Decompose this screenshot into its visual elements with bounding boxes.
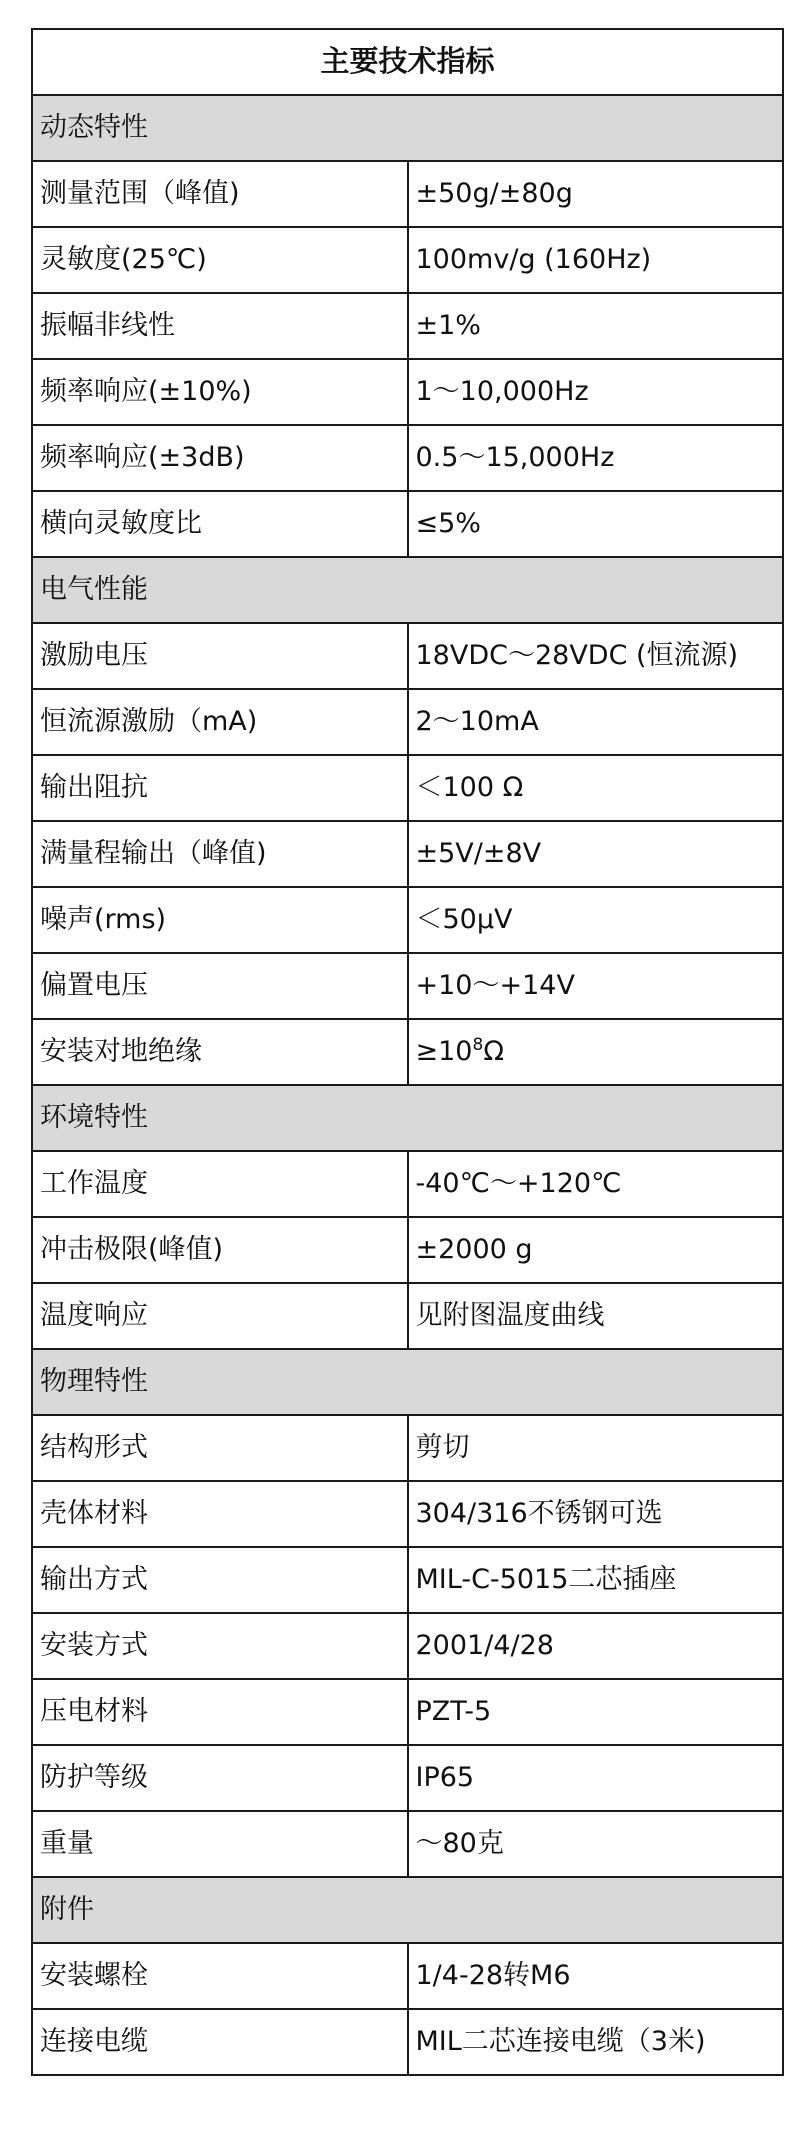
table-row xyxy=(32,953,783,1019)
spec-label: 输出方式 xyxy=(32,1547,408,1613)
spec-label: 输出阻抗 xyxy=(32,755,408,821)
table-row xyxy=(32,1283,783,1349)
table-row xyxy=(32,227,783,293)
section-title: 附件 xyxy=(32,1877,783,1943)
spec-value: MIL-C-5015二芯插座 xyxy=(408,1547,784,1613)
spec-value: 剪切 xyxy=(408,1415,784,1481)
table-row xyxy=(32,623,783,689)
spec-value: 见附图温度曲线 xyxy=(408,1283,784,1349)
spec-table-body xyxy=(32,29,783,2075)
spec-value: 2001/4/28 xyxy=(408,1613,784,1679)
spec-value: 2～10mA xyxy=(408,689,784,755)
spec-label: 压电材料 xyxy=(32,1679,408,1745)
spec-value: ±5V/±8V xyxy=(408,821,784,887)
spec-label: 满量程输出（峰值) xyxy=(32,821,408,887)
spec-label: 噪声(rms) xyxy=(32,887,408,953)
table-row xyxy=(32,161,783,227)
spec-value: IP65 xyxy=(408,1745,784,1811)
section-header-row xyxy=(32,95,783,161)
spec-label: 安装方式 xyxy=(32,1613,408,1679)
spec-label: 冲击极限(峰值) xyxy=(32,1217,408,1283)
spec-label: 工作温度 xyxy=(32,1151,408,1217)
spec-value-text: ≥10 xyxy=(415,1036,473,1068)
spec-label: 安装螺栓 xyxy=(32,1943,408,2009)
spec-label: 防护等级 xyxy=(32,1745,408,1811)
spec-value: +10～+14V xyxy=(408,953,784,1019)
spec-label: 安装对地绝缘 xyxy=(32,1019,408,1085)
spec-label: 灵敏度(25℃) xyxy=(32,227,408,293)
title-row xyxy=(32,29,783,95)
spec-value-exponent: 8 xyxy=(472,1035,484,1056)
spec-value: ≤5% xyxy=(408,491,784,557)
table-row xyxy=(32,689,783,755)
spec-label: 连接电缆 xyxy=(32,2009,408,2075)
table-row xyxy=(32,887,783,953)
table-row xyxy=(32,1481,783,1547)
table-row xyxy=(32,1415,783,1481)
spec-value: 1～10,000Hz xyxy=(408,359,784,425)
spec-label: 频率响应(±3dB) xyxy=(32,425,408,491)
spec-value: ＜50μV xyxy=(408,887,784,953)
table-row xyxy=(32,1811,783,1877)
section-header-row xyxy=(32,1349,783,1415)
table-row xyxy=(32,1019,783,1085)
table-row xyxy=(32,359,783,425)
table-row xyxy=(32,1217,783,1283)
table-row xyxy=(32,1943,783,2009)
table-row xyxy=(32,1745,783,1811)
spec-value: -40℃～+120℃ xyxy=(408,1151,784,1217)
spec-label: 振幅非线性 xyxy=(32,293,408,359)
spec-label: 结构形式 xyxy=(32,1415,408,1481)
spec-label: 温度响应 xyxy=(32,1283,408,1349)
spec-value: PZT-5 xyxy=(408,1679,784,1745)
spec-label: 横向灵敏度比 xyxy=(32,491,408,557)
table-row xyxy=(32,821,783,887)
spec-value: 304/316不锈钢可选 xyxy=(408,1481,784,1547)
spec-value: 0.5～15,000Hz xyxy=(408,425,784,491)
section-title: 物理特性 xyxy=(32,1349,783,1415)
spec-value: 18VDC～28VDC (恒流源) xyxy=(408,623,784,689)
spec-table xyxy=(31,28,784,2076)
spec-label: 频率响应(±10%) xyxy=(32,359,408,425)
table-row xyxy=(32,491,783,557)
spec-value: 100mv/g (160Hz) xyxy=(408,227,784,293)
section-title: 动态特性 xyxy=(32,95,783,161)
spec-value: ～80克 xyxy=(408,1811,784,1877)
table-row xyxy=(32,2009,783,2075)
spec-value: ±1% xyxy=(408,293,784,359)
spec-label: 激励电压 xyxy=(32,623,408,689)
spec-label: 恒流源激励（mA) xyxy=(32,689,408,755)
spec-label: 重量 xyxy=(32,1811,408,1877)
spec-value: ±50g/±80g xyxy=(408,161,784,227)
spec-value: 1/4-28转M6 xyxy=(408,1943,784,2009)
spec-value: ＜100 Ω xyxy=(408,755,784,821)
table-row xyxy=(32,425,783,491)
table-row xyxy=(32,755,783,821)
spec-value xyxy=(408,1019,784,1085)
spec-value: ±2000 g xyxy=(408,1217,784,1283)
section-title: 电气性能 xyxy=(32,557,783,623)
table-row xyxy=(32,1151,783,1217)
table-row xyxy=(32,1547,783,1613)
section-header-row xyxy=(32,1877,783,1943)
section-title: 环境特性 xyxy=(32,1085,783,1151)
table-row xyxy=(32,1613,783,1679)
spec-label: 壳体材料 xyxy=(32,1481,408,1547)
table-row xyxy=(32,293,783,359)
table-row xyxy=(32,1679,783,1745)
spec-value: MIL二芯连接电缆（3米) xyxy=(408,2009,784,2075)
spec-label: 测量范围（峰值) xyxy=(32,161,408,227)
section-header-row xyxy=(32,1085,783,1151)
spec-value-unit: Ω xyxy=(483,1036,504,1068)
spec-label: 偏置电压 xyxy=(32,953,408,1019)
section-header-row xyxy=(32,557,783,623)
table-title: 主要技术指标 xyxy=(32,29,783,95)
